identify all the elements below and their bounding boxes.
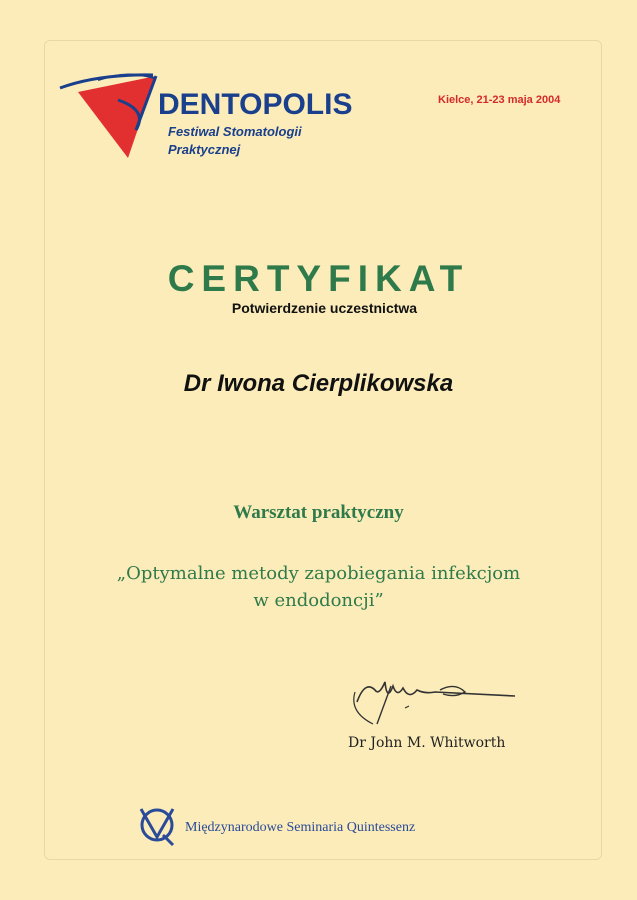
certificate-title: CERTYFIKAT (167, 258, 470, 299)
workshop-topic-line1: „Optymalne metody zapobiegania infekcjom (116, 563, 521, 584)
signer-name: Dr John M. Whitworth (348, 735, 506, 751)
logo-subtitle-line1: Festiwal Stomatologii (168, 124, 302, 139)
dentopolis-logo (58, 70, 353, 170)
quintessenz-logo-icon (135, 803, 179, 847)
logo-subtitle-line2: Praktycznej (168, 142, 241, 157)
handwritten-signature (345, 672, 525, 732)
logo-name: DENTOPOLIS (158, 88, 353, 121)
workshop-topic-line2: w endodoncji” (253, 590, 384, 611)
workshop-label: Warsztat praktyczny (233, 502, 404, 523)
event-date: Kielce, 21-23 maja 2004 (438, 94, 561, 106)
recipient-name: Dr Iwona Cierplikowska (183, 370, 454, 397)
organization-name: Międzynarodowe Seminaria Quintessenz (185, 820, 416, 835)
certificate-subtitle: Potwierdzenie uczestnictwa (231, 300, 418, 316)
